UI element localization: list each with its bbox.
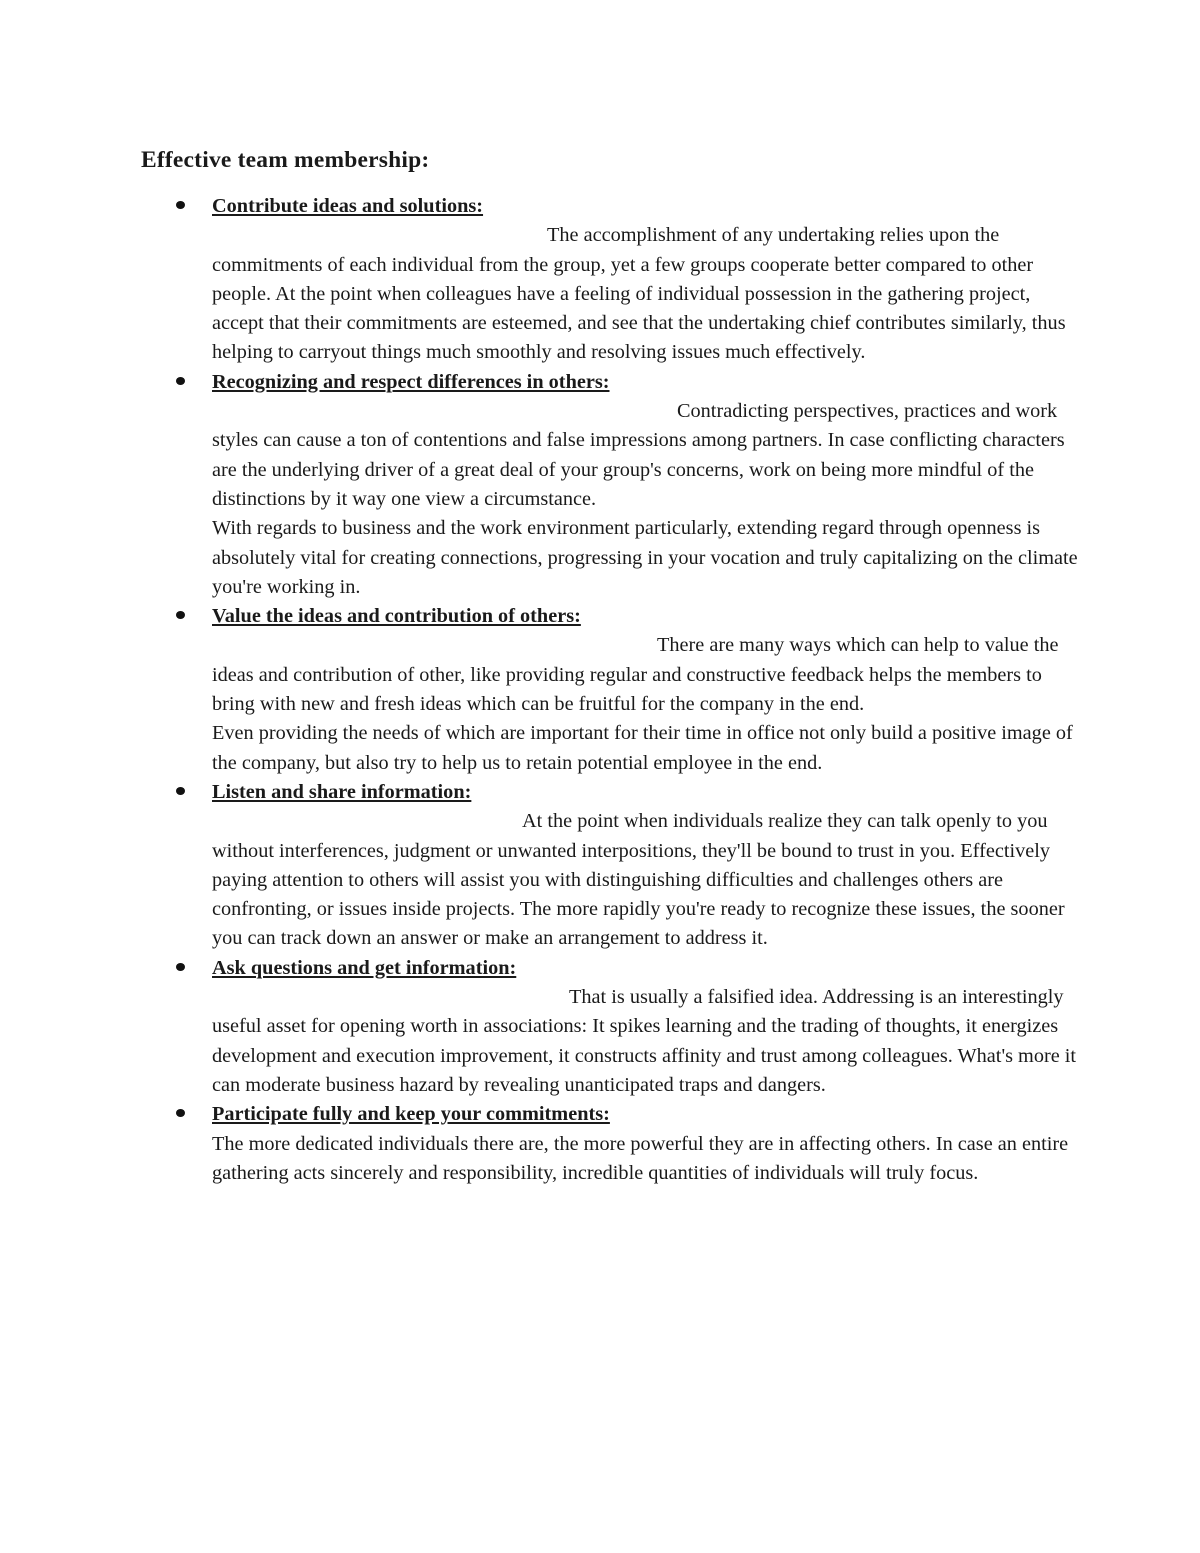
list-item xyxy=(0,192,1082,368)
bullet-icon xyxy=(176,963,185,971)
bullet-icon xyxy=(176,611,185,619)
bullet-icon xyxy=(176,377,185,385)
list-item xyxy=(0,1100,1082,1188)
body-paragraph xyxy=(212,1130,1082,1189)
bullet-list xyxy=(0,192,1200,1188)
bullet-heading: Contribute ideas and solutions: xyxy=(212,195,484,217)
body-paragraph: There are many ways which can help to value the ideas and contribution of other, like providing regular and constructive feedback helps the members to bring with new and fresh ideas which can be fruitful for the company in the end. xyxy=(212,634,1059,716)
list-item xyxy=(0,954,1082,1100)
body-paragraph: At the point when individuals realize they can talk openly to you without interferences, judgment or unwanted interpositions, they'll be bound to trust in you. Effectively paying attention to others will assist you with distinguishing difficulties and challenges others are confronting, or issues inside projects. The more rapidly you're ready to recognize these issues, the sooner you can track down an answer or make an arrangement to address it. xyxy=(212,810,1065,950)
body-text: The more dedicated individuals there are, the more powerful they are in affecting others. In case an entire gathering acts sincerely and responsibility, incredible quantities of individuals will truly focus. xyxy=(212,1132,1069,1184)
bullet-heading: Ask questions and get information: xyxy=(212,956,517,979)
list-item xyxy=(0,602,1082,778)
bullet-heading: Recognizing and respect differences in others: xyxy=(212,370,610,393)
bullet-heading: Participate fully and keep your commitments: xyxy=(212,1103,610,1126)
bullet-heading: Listen and share information: xyxy=(212,780,472,803)
list-item xyxy=(0,778,1082,954)
bullet-heading: Value the ideas and contribution of others: xyxy=(212,605,581,628)
document-title: Effective team membership: xyxy=(141,147,430,173)
body-paragraph: With regards to business and the work environment particularly, extending regard through openness is absolutely vital for creating connections, progressing in your vocation and truly capitalizing on the climate you're working in. xyxy=(212,517,1078,598)
bullet-icon xyxy=(176,1109,185,1117)
body-paragraph: Even providing the needs of which are important for their time in office not only build a positive image of the company, but also try to help us to retain potential employee in the end. xyxy=(212,722,1073,774)
bullet-icon xyxy=(176,787,185,795)
body-paragraph: Contradicting perspectives, practices and work styles can cause a ton of contentions and false impressions among partners. In case conflicting characters are the underlying driver of a great deal of your group's concerns, work on being more mindful of the distinctions by it way one view a circumstance. xyxy=(212,400,1065,510)
body-paragraph: The accomplishment of any undertaking relies upon the commitments of each individual from the group, yet a few groups cooperate better compared to other people. At the point when colleagues have a feeling of individual possession in the gathering project, accept that their commitments are esteemed, and see that the undertaking chief contributes similarly, thus helping to carryout things much smoothly and resolving issues much effectively. xyxy=(212,224,1066,364)
bullet-icon xyxy=(176,201,185,209)
body-paragraph: That is usually a falsified idea. Addressing is an interestingly useful asset for opening worth in associations: It spikes learning and the trading of thoughts, it energizes development and execution improvement, it constructs affinity and trust among colleagues. What's more it can moderate business hazard by revealing unanticipated traps and dangers. xyxy=(212,986,1077,1096)
list-item xyxy=(0,368,1082,602)
